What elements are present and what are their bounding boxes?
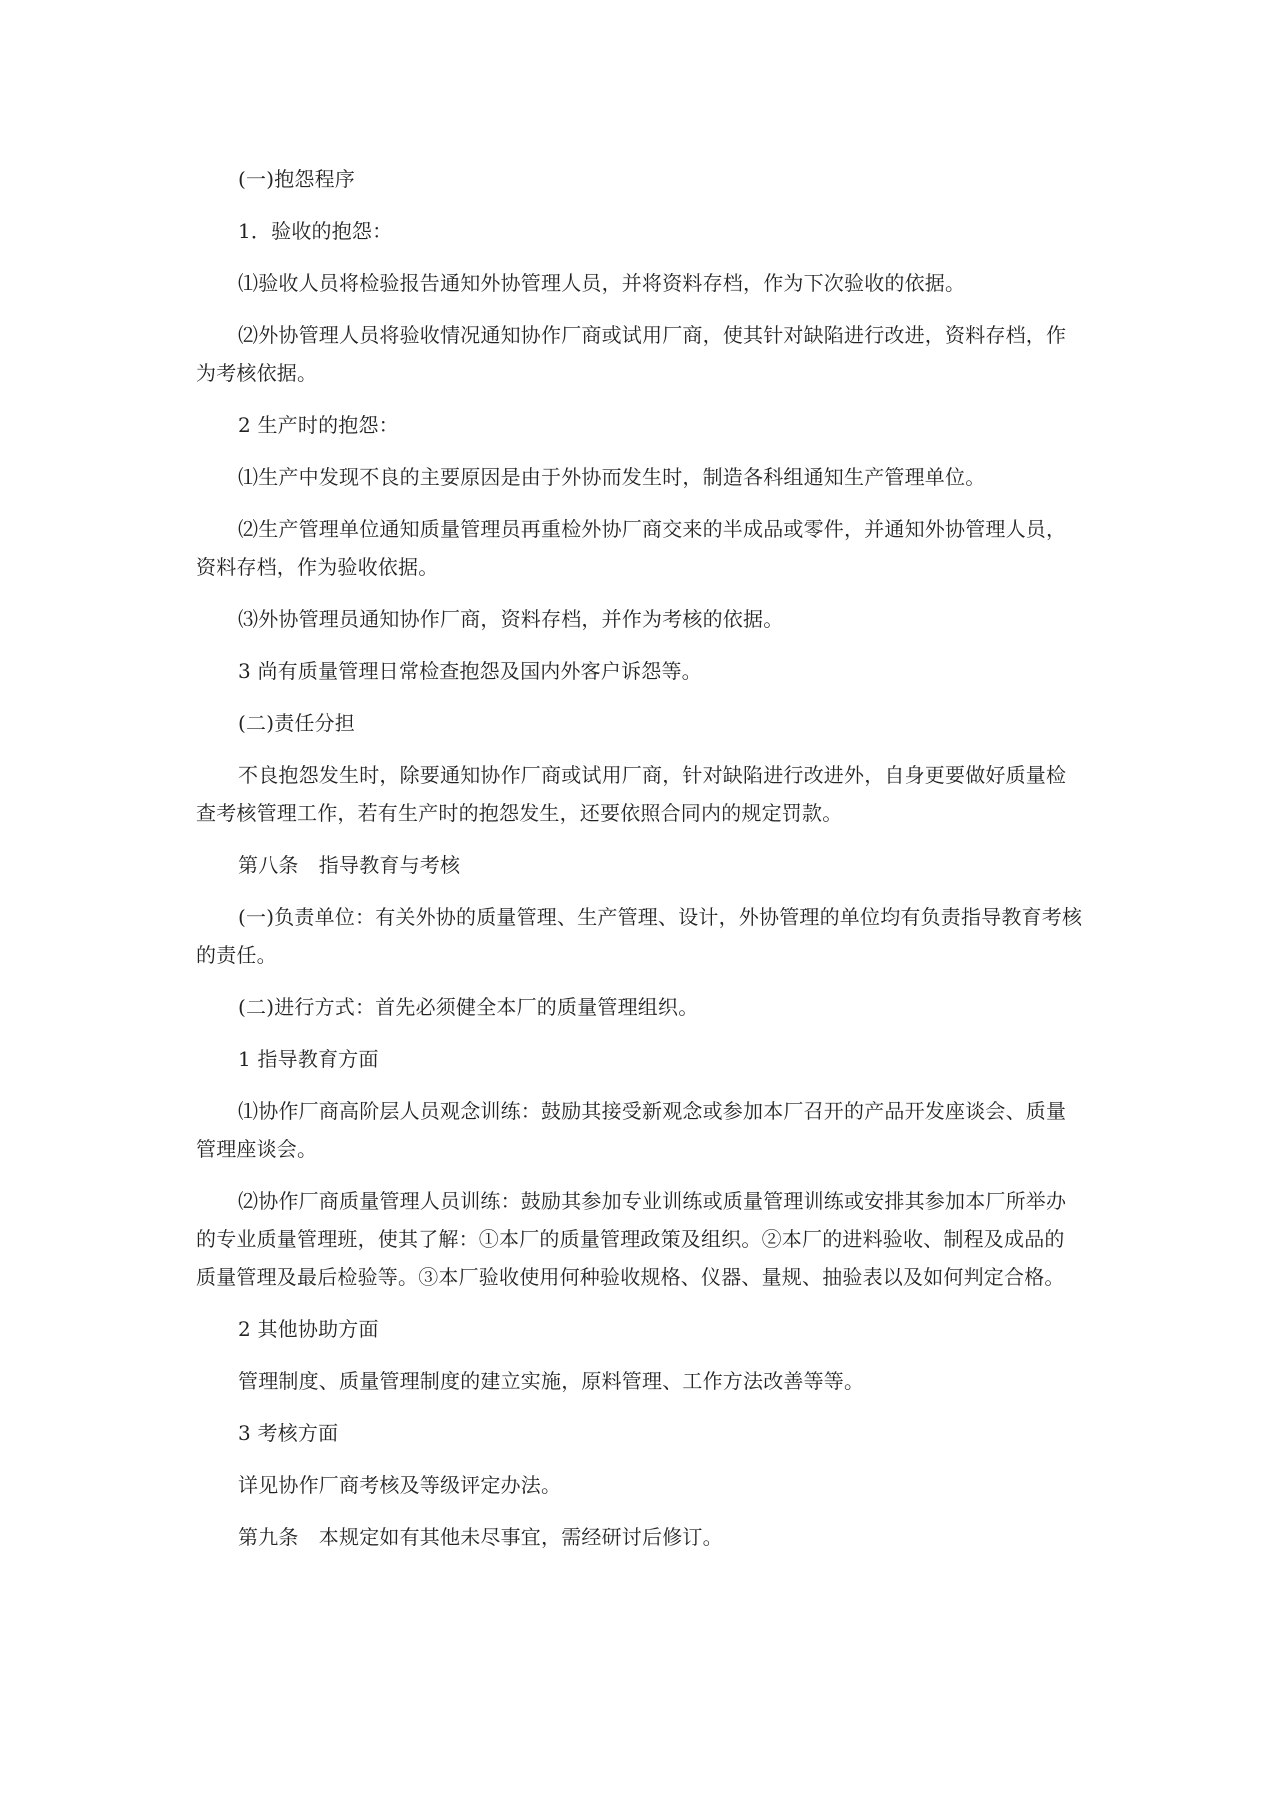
paragraph: ⑵外协管理人员将验收情况通知协作厂商或试用厂商，使其针对缺陷进行改进，资料存档，作为考核依据。 xyxy=(196,323,1067,385)
section-heading-responsibility: (二)责任分担 xyxy=(238,711,356,735)
item-other-assistance: 2 其他协助方面 xyxy=(238,1317,379,1341)
item-acceptance-complaint: 1．验收的抱怨： xyxy=(238,219,393,243)
paragraph: ⑴验收人员将检验报告通知外协管理人员，并将资料存档，作为下次验收的依据。 xyxy=(238,271,966,295)
paragraph: ⑶外协管理员通知协作厂商，资料存档，并作为考核的依据。 xyxy=(238,607,784,631)
item-production-complaint: 2 生产时的抱怨： xyxy=(238,413,399,437)
paragraph: ⑴协作厂商高阶层人员观念训练：鼓励其接受新观念或参加本厂召开的产品开发座谈会、质量管理座谈会。 xyxy=(196,1099,1067,1161)
paragraph: 详见协作厂商考核及等级评定办法。 xyxy=(238,1473,562,1497)
paragraph: 管理制度、质量管理制度的建立实施，原料管理、工作方法改善等等。 xyxy=(238,1369,865,1393)
item-guidance-education: 1 指导教育方面 xyxy=(238,1047,379,1071)
section-heading-complaint-procedure: (一)抱怨程序 xyxy=(238,167,356,191)
paragraph: 不良抱怨发生时，除要通知协作厂商或试用厂商，针对缺陷进行改进外，自身更要做好质量检查考核管理工作，若有生产时的抱怨发生，还要依照合同内的规定罚款。 xyxy=(196,763,1067,825)
paragraph: (二)进行方式：首先必须健全本厂的质量管理组织。 xyxy=(238,995,699,1019)
article-heading-9: 第九条 本规定如有其他未尽事宜，需经研讨后修订。 xyxy=(238,1525,723,1549)
paragraph: ⑵生产管理单位通知质量管理员再重检外协厂商交来的半成品或零件，并通知外协管理人员，资料存档，作为验收依据。 xyxy=(196,517,1067,579)
paragraph: ⑴生产中发现不良的主要原因是由于外协而发生时，制造各科组通知生产管理单位。 xyxy=(238,465,986,489)
paragraph: 3 尚有质量管理日常检查抱怨及国内外客户诉怨等。 xyxy=(238,659,702,683)
paragraph: (一)负责单位：有关外协的质量管理、生产管理、设计，外协管理的单位均有负责指导教育考核的责任。 xyxy=(196,905,1083,967)
item-assessment: 3 考核方面 xyxy=(238,1421,339,1445)
paragraph: ⑵协作厂商质量管理人员训练：鼓励其参加专业训练或质量管理训练或安排其参加本厂所举办的专业质量管理班，使其了解：①本厂的质量管理政策及组织。②本厂的进料验收、制程及成品的质量管理及最后检验等。③本厂验收使用何种验收规格、仪器、量规、抽验表以及如何判定合格。 xyxy=(196,1189,1067,1289)
article-heading-8: 第八条 指导教育与考核 xyxy=(238,853,461,877)
document-body xyxy=(196,160,1084,1570)
